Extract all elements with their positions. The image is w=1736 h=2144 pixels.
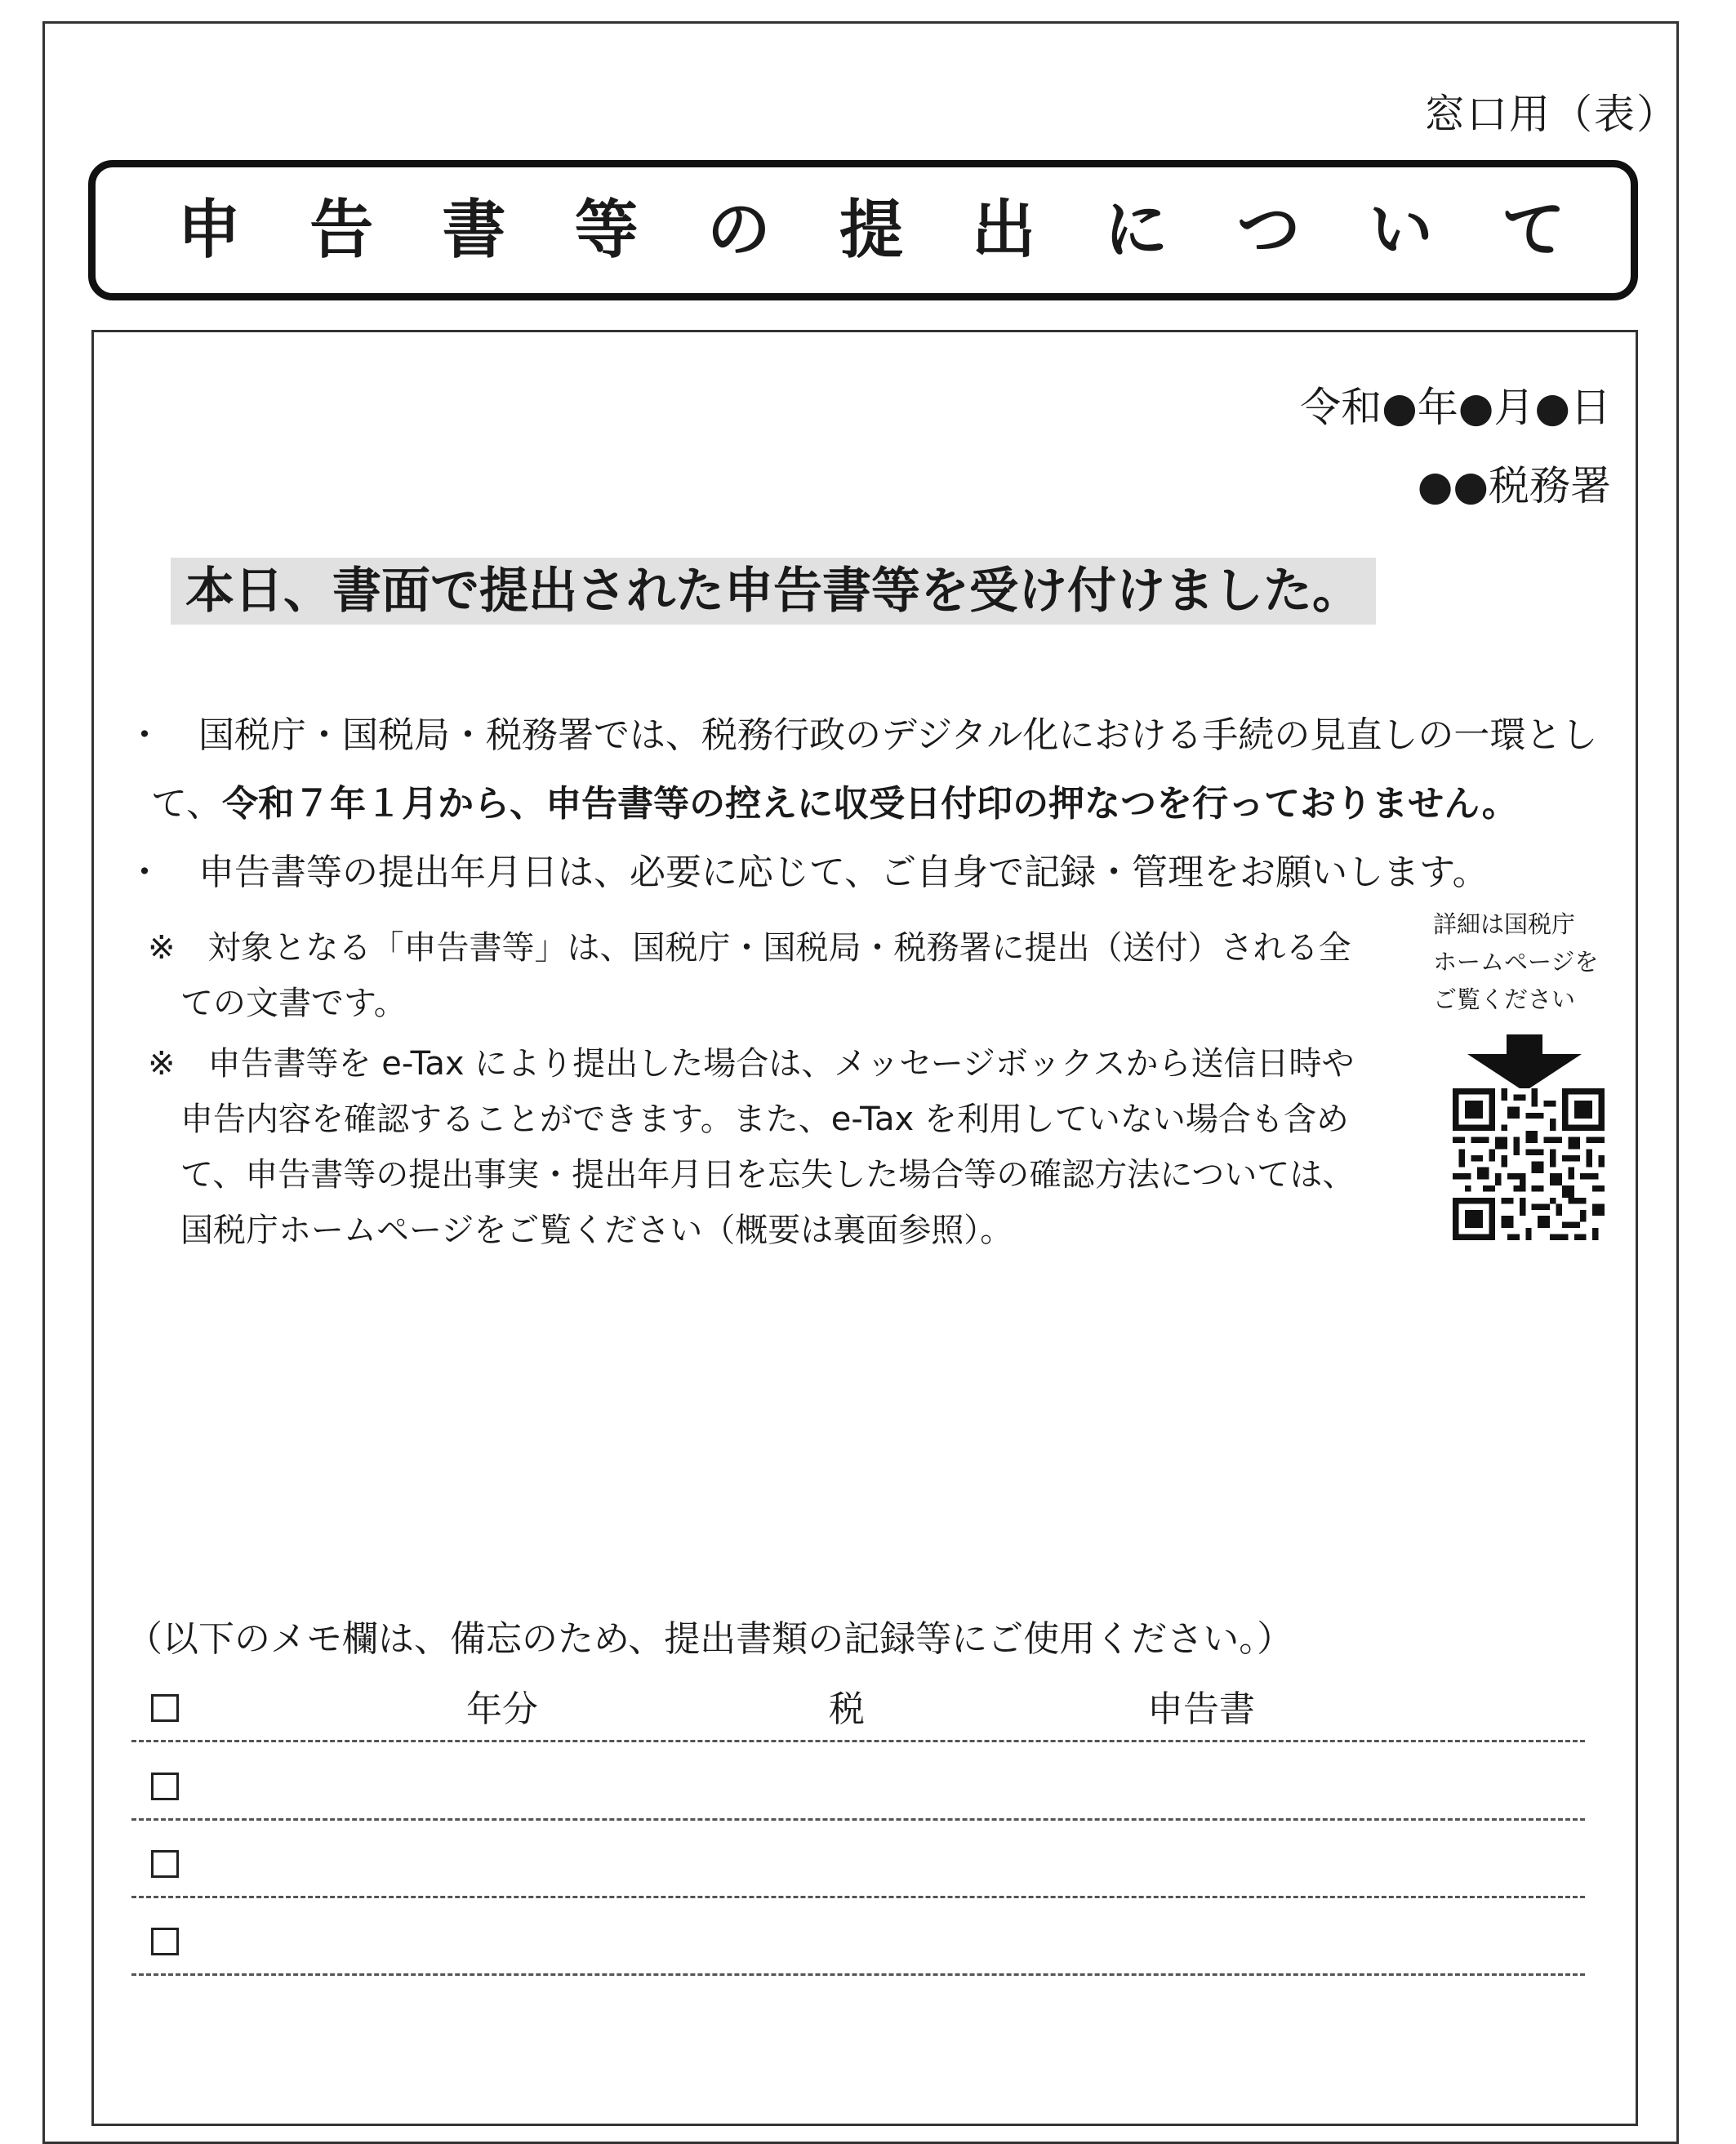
memo-row (131, 1761, 1585, 1821)
memo-checkbox[interactable] (151, 1928, 179, 1955)
note-2-line-1: ※ 申告書等を e-Tax により提出した場合は、メッセージボックスから送信日時や (148, 1045, 1355, 1083)
memo-label: （以下のメモ欄は、備忘のため、提出書類の記録等にご使用ください。） (127, 1618, 1293, 1660)
qr-caption-line: ホームページを (1433, 948, 1599, 976)
title-char: つ (1236, 193, 1301, 267)
bullet-1-emphasis: 令和７年１月から、申告書等の控えに収受日付印の押なつを行っておりません。 (222, 783, 1518, 825)
memo-row (131, 1839, 1585, 1898)
memo-col-tax: 税 (829, 1688, 865, 1730)
title-char: 等 (574, 193, 639, 267)
issue-date: 令和●年●月●日 (1300, 384, 1611, 431)
tax-office-name: ●●税務署 (1417, 462, 1611, 509)
title-char: 提 (839, 193, 903, 267)
bullet-1-line-2 (151, 770, 1518, 838)
title-char: 告 (309, 193, 374, 267)
memo-col-year: 年分 (466, 1688, 538, 1730)
qr-code-icon[interactable] (1453, 1088, 1605, 1240)
qr-caption (1433, 905, 1598, 1018)
notice-headline: 本日、書面で提出された申告書等を受け付けました。 (171, 558, 1376, 625)
title-char: に (1104, 193, 1168, 267)
title-char: い (1369, 193, 1433, 267)
note-1-line-1: ※ 対象となる「申告書等」は、国税庁・国税局・税務署に提出（送付）される全 (148, 929, 1351, 967)
memo-checkbox[interactable] (151, 1694, 179, 1722)
note-2-line-3: て、申告書等の提出事実・提出年月日を忘失した場合等の確認方法については、 (180, 1156, 1355, 1194)
title-char: 申 (177, 193, 242, 267)
qr-caption-line: 詳細は国税庁 (1433, 910, 1576, 938)
title-char: の (706, 193, 771, 267)
title-char: 出 (972, 193, 1036, 267)
bullet-1-prefix: て、 (151, 783, 223, 825)
notice-panel (91, 330, 1638, 2126)
memo-row (131, 1916, 1585, 1976)
title-char: 書 (442, 193, 506, 267)
qr-caption-line: ご覧ください (1433, 985, 1576, 1013)
memo-checkbox[interactable] (151, 1850, 179, 1878)
note-2-line-4: 国税庁ホームページをご覧ください（概要は裏面参照）。 (180, 1212, 1013, 1249)
note-1-line-2: ての文書です。 (180, 985, 407, 1022)
page-title (88, 160, 1638, 300)
memo-row (131, 1683, 1585, 1742)
down-arrow-icon (1467, 1034, 1582, 1092)
title-char: て (1501, 193, 1565, 267)
bullet-1-line-1: ・ 国税庁・国税局・税務署では、税務行政のデジタル化における手続の見直しの一環とし (127, 714, 1598, 756)
memo-checkbox[interactable] (151, 1773, 179, 1800)
note-2-line-2: 申告内容を確認することができます。また、e-Tax を利用していない場合も含め (180, 1101, 1349, 1138)
bullet-2: ・ 申告書等の提出年月日は、必要に応じて、ご自身で記録・管理をお願いします。 (127, 852, 1489, 893)
window-label: 窓口用（表） (1424, 91, 1679, 138)
memo-col-return: 申告書 (1147, 1688, 1255, 1730)
